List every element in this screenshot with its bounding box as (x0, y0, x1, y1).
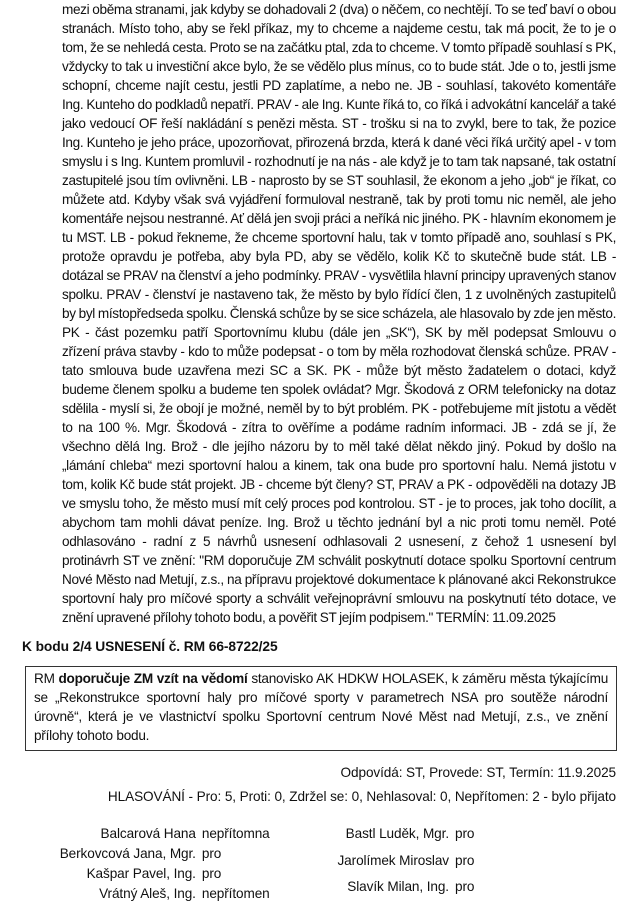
vote-row (22, 826, 319, 846)
vote-row (22, 886, 319, 906)
voting-summary: HLASOVÁNÍ - Pro: 5, Proti: 0, Zdržel se: 0, Nehlasoval: 0, Nepřítomen: 2 - bylo přijato (107, 789, 616, 804)
vote-row (22, 866, 319, 886)
voter-vote: pro (455, 826, 475, 841)
voter-vote: nepřítomna (201, 826, 270, 841)
vote-row (319, 826, 616, 853)
resolution-box (25, 666, 617, 751)
voter-name: Bastl Luděk, Mgr. (345, 826, 449, 841)
resolution-prefix: RM (34, 671, 59, 686)
vote-row (22, 846, 319, 866)
votes-table (22, 826, 616, 912)
voter-name: Balcarová Hana (100, 826, 196, 841)
voter-vote: pro (455, 852, 475, 868)
discussion-paragraph: mezi oběma stranami, jak kdyby se dohadovali 2 (dva) o něčem, co nechtějí. To se teď baví o obou stranách. Místo toho, aby se řekl příkaz, my to chceme a najdeme cestu, tak má pocit, že to je o tom, že se nehledá cesta. Proto se na začátku ptal, zda to chceme. V tomto případě souhlasí s PK, vždycky to tak u investiční akce bylo, že se vědělo plus mínus, co to bude stát. Jde o to, jestli jsme schopní, chceme najít cestu, jestli PD zaplatíme, a nebo ne. JB - souhlasí, takovéto komentáře Ing. Kunteho do podkladů nepatří. PRAV - ale Ing. Kunte říká to, co říká i advokátní kancelář a také jako vedoucí OF řeší nakládání s penězi města. ST - trošku si na to zvykl, bere to tak, že pozice Ing. Kunteho je jeho práce, upozorňovat, přirozená brzda, která k dané věci říká určitý apel - v tom smyslu i s Ing. Kuntem promluvil - rozhodnutí je na nás - ale když je to tam tak napsané, tak ostatní zastupitelé jsou tím ovlivněni. LB - naprosto by se ST souhlasil, že ekonom a jeho „job“ je říkat, co můžete atd. Kdyby však svá vyjádření formuloval nestraně, tak by proti tomu nic neměl, ale jeho komentáře nejsou nestranné. Ať dělá jen svoji práci a neříká nic jiného. PK - hlavním ekonomem je tu MST. LB - pokud řekneme, že chceme sportovní halu, tak v tomto případě ano, souhlasí s PK, protože opravdu je potřeba, aby byla PD, aby se vědělo, kolik Kč to skutečně bude stát. LB - dotázal se PRAV na členství a jeho podmínky. PRAV - vysvětlila hlavní principy upravených stanov spolku. PRAV - členství je nastaveno tak, že město by bylo řídící člen, 1 z uvolněných zastupitelů by byl místopředseda spolku. Členská schůze by se sice scházela, ale hlasovalo by zde jen město. PK - část pozemku patří Sportovnímu klubu (dále jen „SK“), SK by měl podepsat Smlouvu o zřízení práva stavby - kdo to může podepsat - o tom by měla rozhodovat členská schůze. PRAV - tato smlouva bude uzavřena mezi SC a SK. PK - může být město žadatelem o dotaci, když budeme členem spolku a budeme ten spolek ovládat? Mgr. Škodová z ORM telefonicky na dotaz sdělila - myslí si, že obojí je možné, neměl by to být problém. PK - potřebujeme mít jistotu a vědět to na 100 %. Mgr. Škodová - zítra to ověříme a podáme radním informaci. JB - zdá se jí, že všechno dělá Ing. Brož - dle jejího názoru by to měl také dělat někdo jiný. Pokud by došlo na „lámání chleba“ mezi sportovní halou a kinem, tak ona bude pro sportovní halu. Nemá jistotu v tom, kolik Kč bude stát projekt. JB - chceme být členy? ST, PRAV a PK - odpověděli na dotazy JB ve smyslu toho, že město musí mít celý proces pod kontrolou. ST - je to proces, jak toho docílit, a abychom tam mohli dávat peníze. Ing. Brož u těchto jednání byl a nic proti tomu neměl. Poté odhlasováno - radní z 5 návrhů usnesení odhlasovali 2 usnesení, z čehož 1 usnesení byl protinávrh ST ve znění: "RM doporučuje ZM schválit poskytnutí dotace spolku Sportovní centrum Nové Město nad Metují, z.s., na přípravu projektové dokumentace k plánované akci Rekonstrukce sportovní haly pro míčové sporty a schválit veřejnoprávní smlouvu na poskytnutí této dotace, ve znění upravené přílohy tohoto bodu, a pověřit ST jejím podpisem." TERMÍN: 11.09.2025 (62, 2, 616, 625)
resolution-text: stanovisko AK HDKW HOLASEK, k záměru města týkajícímu se „Rekonstrukce sportovní haly pro míčové sporty v parametrech NSA pro soutěže národní úrovně“, která je ve vlastnictví spolku Sportovní centrum Nové Měst nad Metují, z.s., ve znění přílohy tohoto bodu. (34, 671, 609, 743)
voter-vote: pro (455, 879, 475, 895)
voter-name: Slavík Milan, Ing. (347, 879, 449, 895)
responsibility-line: Odpovídá: ST, Provede: ST, Termín: 11.9.2025 (340, 765, 616, 780)
voter-vote: pro (201, 866, 222, 881)
voter-name: Berkovcová Jana, Mgr. (59, 846, 196, 861)
vote-row (319, 853, 616, 880)
voter-name: Kašpar Pavel, Ing. (86, 866, 196, 881)
resolution-heading: K bodu 2/4 USNESENÍ č. RM 66-8722/25 (22, 639, 278, 654)
voter-vote: nepřítomen (201, 886, 270, 901)
voter-name: Vrátný Aleš, Ing. (99, 886, 196, 901)
voter-name: Jarolímek Miroslav (337, 852, 449, 868)
votes-column-right (319, 826, 616, 906)
voter-vote: pro (201, 846, 222, 861)
votes-column-left (22, 826, 319, 906)
resolution-bold-text: doporučuje ZM vzít na vědomí (58, 671, 248, 686)
vote-row (319, 879, 616, 906)
